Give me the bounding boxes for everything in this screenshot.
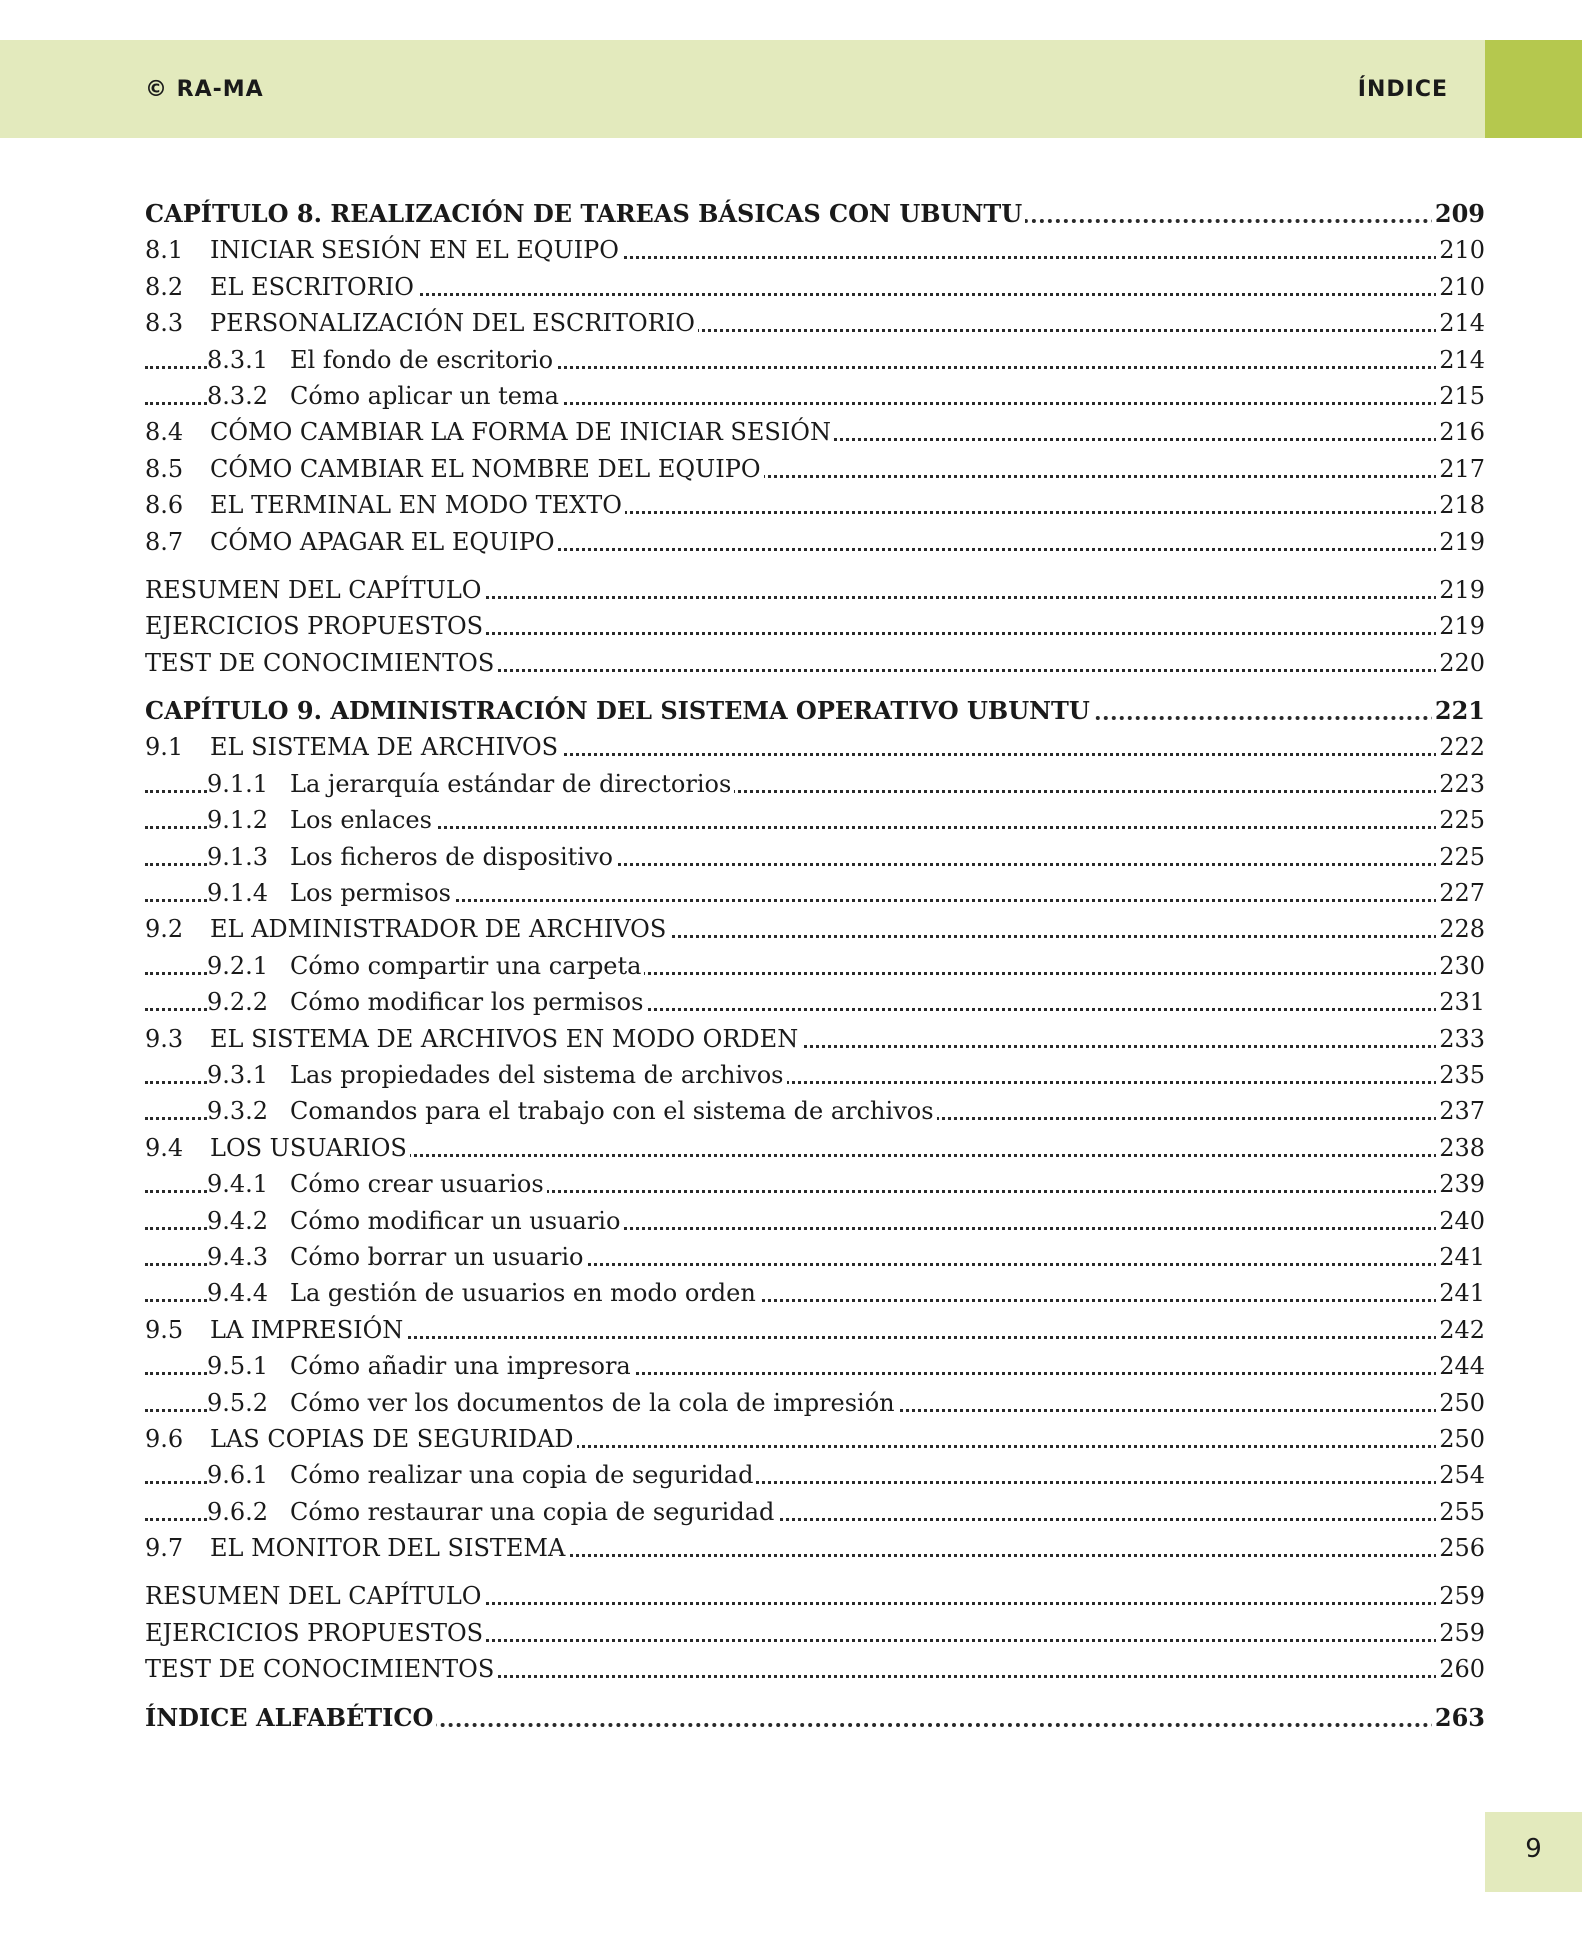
toc-entry-number: 8.1: [145, 232, 210, 268]
table-of-contents: [145, 196, 1485, 1736]
toc-entry-page: 228: [1436, 911, 1485, 947]
toc-entry-title: RESUMEN DEL CAPÍTULO: [145, 576, 484, 604]
toc-entry: [145, 948, 1485, 984]
toc-entry-page: 219: [1436, 608, 1485, 644]
toc-entry-page: 237: [1436, 1093, 1485, 1129]
toc-entry-title: EL SISTEMA DE ARCHIVOS EN MODO ORDEN: [210, 1025, 801, 1053]
toc-entry-title: Cómo realizar una copia de seguridad: [290, 1461, 756, 1489]
toc-entry-title: EL MONITOR DEL SISTEMA: [210, 1534, 568, 1562]
toc-entry-number: 9.1.1: [207, 766, 290, 802]
toc-entry-page: 225: [1436, 802, 1485, 838]
toc-entry-page: 233: [1436, 1021, 1485, 1057]
toc-entry-page: 238: [1436, 1130, 1485, 1166]
toc-entry-number: 9.3.1: [207, 1057, 290, 1093]
toc-entry-title: Los ficheros de dispositivo: [290, 843, 616, 871]
toc-entry: [145, 839, 1485, 875]
toc-entry-title: INICIAR SESIÓN EN EL EQUIPO: [210, 236, 622, 264]
toc-entry-page: 209: [1432, 196, 1485, 232]
toc-entry-page: 219: [1436, 572, 1485, 608]
toc-entry: [145, 1494, 1485, 1530]
toc-entry-page: 215: [1436, 378, 1485, 414]
toc-entry: [145, 1530, 1485, 1566]
toc-entry: [145, 487, 1485, 523]
toc-entry-number: 9.5.2: [207, 1385, 290, 1421]
toc-entry-number: 9.6.1: [207, 1457, 290, 1493]
toc-entry: [145, 378, 1485, 414]
toc-entry-page: 222: [1436, 729, 1485, 765]
toc-entry-title: EL TERMINAL EN MODO TEXTO: [210, 491, 625, 519]
toc-entry-number: 9.2.2: [207, 984, 290, 1020]
toc-entry: [145, 1651, 1485, 1687]
toc-entry-title: Los permisos: [290, 879, 454, 907]
toc-entry: [145, 1385, 1485, 1421]
toc-entry-title: Cómo compartir una carpeta: [290, 952, 644, 980]
toc-entry-title: Cómo borrar un usuario: [290, 1243, 587, 1271]
toc-entry-number: 8.3: [145, 305, 210, 341]
toc-entry-title: Cómo aplicar un tema: [290, 382, 562, 410]
toc-entry-title: EL ESCRITORIO: [210, 273, 417, 301]
toc-entry-title: EL ADMINISTRADOR DE ARCHIVOS: [210, 915, 669, 943]
toc-entry-number: 8.4: [145, 414, 210, 450]
toc-entry: [145, 572, 1485, 608]
toc-entry: [145, 911, 1485, 947]
toc-entry-title: PERSONALIZACIÓN DEL ESCRITORIO: [210, 309, 698, 337]
toc-entry-title: Cómo crear usuarios: [290, 1170, 547, 1198]
toc-entry: [145, 524, 1485, 560]
toc-entry-number: 9.1.4: [207, 875, 290, 911]
toc-entry-title: EJERCICIOS PROPUESTOS: [145, 612, 486, 640]
toc-entry-page: 241: [1436, 1275, 1485, 1311]
toc-entry-page: 242: [1436, 1312, 1485, 1348]
toc-entry-number: 9.1.3: [207, 839, 290, 875]
toc-entry-title: Comandos para el trabajo con el sistema de archivos: [290, 1097, 937, 1125]
toc-entry-page: 217: [1436, 451, 1485, 487]
toc-entry-page: 239: [1436, 1166, 1485, 1202]
header-tab: [1485, 40, 1582, 138]
toc-entry-page: 255: [1436, 1494, 1485, 1530]
toc-entry-number: 9.5.1: [207, 1348, 290, 1384]
toc-entry-title: LOS USUARIOS: [210, 1134, 410, 1162]
header-publisher: © RA-MA: [145, 77, 264, 102]
page-number-box: [1485, 1812, 1582, 1892]
toc-entry-page: 260: [1436, 1651, 1485, 1687]
toc-entry-number: 8.5: [145, 451, 210, 487]
toc-entry-number: 8.3.1: [207, 342, 290, 378]
toc-entry-title: Cómo modificar los permisos: [290, 988, 646, 1016]
toc-entry-title: La gestión de usuarios en modo orden: [290, 1279, 759, 1307]
toc-entry-title: LAS COPIAS DE SEGURIDAD: [210, 1425, 577, 1453]
toc-entry-title: Cómo ver los documentos de la cola de impresión: [290, 1389, 898, 1417]
toc-chapter-entry: [145, 1700, 1485, 1736]
toc-entry-page: 254: [1436, 1457, 1485, 1493]
toc-entry: [145, 1312, 1485, 1348]
page-number: 9: [1525, 1834, 1542, 1864]
toc-entry: [145, 451, 1485, 487]
toc-entry-page: 240: [1436, 1203, 1485, 1239]
toc-entry-page: 221: [1432, 693, 1485, 729]
toc-entry-title: CÓMO CAMBIAR LA FORMA DE INICIAR SESIÓN: [210, 418, 834, 446]
toc-entry-page: 223: [1436, 766, 1485, 802]
toc-entry: [145, 1093, 1485, 1129]
toc-entry-title: ÍNDICE ALFABÉTICO: [145, 1703, 436, 1732]
toc-entry-number: 9.3.2: [207, 1093, 290, 1129]
toc-entry-page: 244: [1436, 1348, 1485, 1384]
toc-entry-page: 263: [1432, 1700, 1485, 1736]
toc-entry: [145, 1578, 1485, 1614]
toc-entry-number: 9.4.4: [207, 1275, 290, 1311]
toc-entry: [145, 1021, 1485, 1057]
toc-entry-title: TEST DE CONOCIMIENTOS: [145, 1655, 497, 1683]
toc-entry-page: 214: [1436, 342, 1485, 378]
toc-entry: [145, 1615, 1485, 1651]
toc-chapter-entry: [145, 196, 1485, 232]
toc-entry: [145, 1457, 1485, 1493]
header-section-title: ÍNDICE: [1357, 77, 1448, 102]
toc-entry-page: 219: [1436, 524, 1485, 560]
toc-entry-number: 9.1.2: [207, 802, 290, 838]
toc-entry-page: 259: [1436, 1615, 1485, 1651]
toc-entry-title: TEST DE CONOCIMIENTOS: [145, 649, 497, 677]
toc-entry-number: 9.4.1: [207, 1166, 290, 1202]
toc-entry-title: La jerarquía estándar de directorios: [290, 770, 734, 798]
toc-entry-number: 9.4.2: [207, 1203, 290, 1239]
toc-entry: [145, 1166, 1485, 1202]
toc-entry-page: 210: [1436, 232, 1485, 268]
toc-entry-number: 9.2.1: [207, 948, 290, 984]
toc-entry-page: 235: [1436, 1057, 1485, 1093]
toc-entry-page: 220: [1436, 645, 1485, 681]
toc-entry-page: 241: [1436, 1239, 1485, 1275]
toc-entry-number: 9.4: [145, 1130, 210, 1166]
toc-entry-page: 225: [1436, 839, 1485, 875]
toc-entry-page: 256: [1436, 1530, 1485, 1566]
toc-entry-title: CAPÍTULO 8. REALIZACIÓN DE TAREAS BÁSICAS CON UBUNTU: [145, 199, 1025, 228]
toc-entry-title: RESUMEN DEL CAPÍTULO: [145, 1582, 484, 1610]
toc-entry-page: 259: [1436, 1578, 1485, 1614]
toc-entry-number: 9.6: [145, 1421, 210, 1457]
toc-entry-page: 250: [1436, 1385, 1485, 1421]
toc-entry-number: 9.4.3: [207, 1239, 290, 1275]
toc-entry-page: 216: [1436, 414, 1485, 450]
toc-entry: [145, 342, 1485, 378]
toc-entry-page: 250: [1436, 1421, 1485, 1457]
toc-entry: [145, 766, 1485, 802]
toc-entry-title: Los enlaces: [290, 806, 435, 834]
toc-chapter-entry: [145, 693, 1485, 729]
toc-entry-number: 9.1: [145, 729, 210, 765]
toc-entry: [145, 414, 1485, 450]
toc-entry-number: 9.3: [145, 1021, 210, 1057]
toc-entry-title: LA IMPRESIÓN: [210, 1316, 406, 1344]
toc-entry-page: 218: [1436, 487, 1485, 523]
toc-entry-title: El fondo de escritorio: [290, 346, 556, 374]
toc-entry-number: 9.5: [145, 1312, 210, 1348]
toc-entry-title: CAPÍTULO 9. ADMINISTRACIÓN DEL SISTEMA OPERATIVO UBUNTU: [145, 696, 1093, 725]
toc-entry: [145, 1348, 1485, 1384]
toc-entry-page: 230: [1436, 948, 1485, 984]
toc-entry-number: 8.3.2: [207, 378, 290, 414]
toc-entry-number: 9.7: [145, 1530, 210, 1566]
toc-entry: [145, 305, 1485, 341]
toc-entry-page: 210: [1436, 269, 1485, 305]
toc-entry: [145, 1130, 1485, 1166]
toc-entry: [145, 232, 1485, 268]
toc-entry-number: 8.7: [145, 524, 210, 560]
toc-entry: [145, 608, 1485, 644]
toc-entry-number: 9.2: [145, 911, 210, 947]
toc-entry-number: 9.6.2: [207, 1494, 290, 1530]
toc-entry-page: 227: [1436, 875, 1485, 911]
toc-entry: [145, 269, 1485, 305]
toc-entry-title: Cómo añadir una impresora: [290, 1352, 634, 1380]
toc-entry: [145, 645, 1485, 681]
toc-entry-title: CÓMO APAGAR EL EQUIPO: [210, 528, 558, 556]
toc-entry-number: 8.2: [145, 269, 210, 305]
toc-entry: [145, 984, 1485, 1020]
toc-entry: [145, 802, 1485, 838]
toc-entry-title: Cómo modificar un usuario: [290, 1207, 623, 1235]
toc-entry-page: 214: [1436, 305, 1485, 341]
toc-entry: [145, 875, 1485, 911]
toc-entry: [145, 1421, 1485, 1457]
toc-entry-number: 8.6: [145, 487, 210, 523]
toc-entry-title: Las propiedades del sistema de archivos: [290, 1061, 787, 1089]
toc-entry-title: CÓMO CAMBIAR EL NOMBRE DEL EQUIPO: [210, 455, 764, 483]
toc-entry: [145, 729, 1485, 765]
toc-entry-title: EJERCICIOS PROPUESTOS: [145, 1619, 486, 1647]
toc-entry: [145, 1239, 1485, 1275]
toc-entry-page: 231: [1436, 984, 1485, 1020]
toc-entry-title: Cómo restaurar una copia de seguridad: [290, 1498, 777, 1526]
toc-entry: [145, 1203, 1485, 1239]
toc-entry-title: EL SISTEMA DE ARCHIVOS: [210, 733, 561, 761]
toc-entry: [145, 1275, 1485, 1311]
toc-entry: [145, 1057, 1485, 1093]
